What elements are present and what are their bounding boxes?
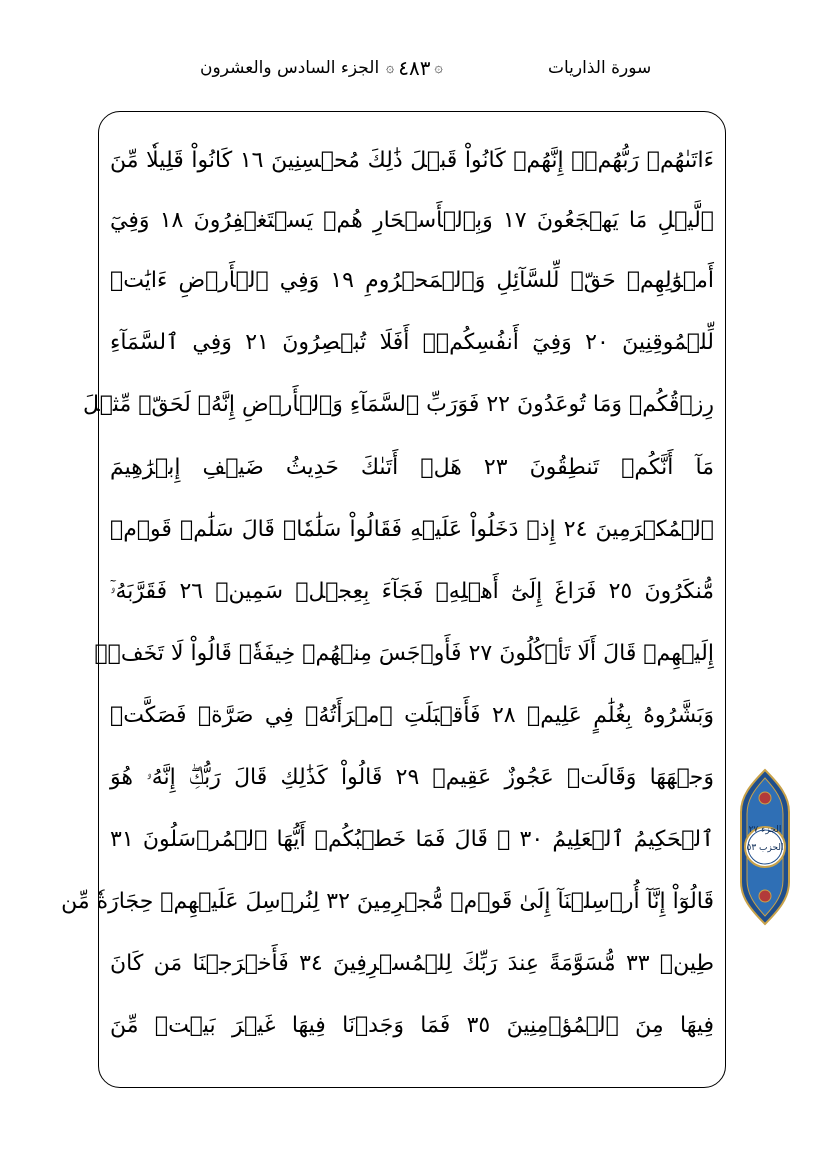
quran-line-8: مُّنكَرُونَ ٢٥ فَرَاغَ إِلَىٰٓ أَهۡلِهِۦ فَجَآءَ بِعِجۡلٖ سَمِينٖ ٢٦ فَقَرَّبَهُۥٓ <box>110 579 714 604</box>
page-ornament-right: ۞ <box>434 60 443 76</box>
page-number: ٤٨٣ <box>398 56 431 80</box>
quran-line-7: ٱلۡمُكۡرَمِينَ ٢٤ إِذۡ دَخَلُواْ عَلَيۡهِ فَقَالُواْ سَلَٰمٗاۖ قَالَ سَلَٰمٞ قَوۡمٞ <box>110 517 714 542</box>
quran-line-9: إِلَيۡهِمۡ قَالَ أَلَا تَأۡكُلُونَ ٢٧ فَأَوۡجَسَ مِنۡهُمۡ خِيفَةٗۖ قَالُواْ لَا تَخَفۡۖ <box>94 641 714 666</box>
juz-title: الجزء السادس والعشرون <box>200 58 380 78</box>
page-header <box>0 52 826 88</box>
surah-title: سورة الذاريات <box>548 58 652 78</box>
quran-line-5: رِزۡقُكُمۡ وَمَا تُوعَدُونَ ٢٢ فَوَرَبِّ ٱلسَّمَآءِ وَٱلۡأَرۡضِ إِنَّهُۥ لَحَقّٞ مِّثۡلَ <box>83 392 714 417</box>
quran-line-10: وَبَشَّرُوهُ بِغُلَٰمٍ عَلِيمٖ ٢٨ فَأَقۡبَلَتِ ٱمۡرَأَتُهُۥ فِي صَرَّةٖ فَصَكَّتۡ <box>110 703 714 728</box>
quran-line-12: ٱلۡحَكِيمُ ٱلۡعَلِيمُ ٣٠ ۞ قَالَ فَمَا خَطۡبُكُمۡ أَيُّهَا ٱلۡمُرۡسَلُونَ ٣١ <box>110 827 715 852</box>
quran-line-15: فِيهَا مِنَ ٱلۡمُؤۡمِنِينَ ٣٥ فَمَا وَجَدۡنَا فِيهَا غَيۡرَ بَيۡتٖ مِّنَ <box>110 1013 714 1038</box>
quran-line-6: مَآ أَنَّكُمۡ تَنطِقُونَ ٢٣ هَلۡ أَتَىٰكَ حَدِيثُ ضَيۡفِ إِبۡرَٰهِيمَ <box>110 455 714 480</box>
marker-hizb-label: الحزب ٥٣ <box>746 843 784 853</box>
quran-line-3: أَمۡوَٰلِهِمۡ حَقّٞ لِّلسَّآئِلِ وَٱلۡمَحۡرُومِ ١٩ وَفِي ٱلۡأَرۡضِ ءَايَٰتٞ <box>110 268 714 293</box>
marker-juz-label: الجزء ٢٧ <box>748 825 782 835</box>
quran-line-13: قَالُوٓاْ إِنَّآ أُرۡسِلۡنَآ إِلَىٰ قَوۡمٖ مُّجۡرِمِينَ ٣٢ لِنُرۡسِلَ عَلَيۡهِمۡ حِجَارَةٗ مِّن <box>61 889 714 914</box>
quran-line-14: طِينٖ ٣٣ مُّسَوَّمَةً عِندَ رَبِّكَ لِلۡمُسۡرِفِينَ ٣٤ فَأَخۡرَجۡنَا مَن كَانَ <box>110 951 715 976</box>
quran-line-1: ءَاتَىٰهُمۡ رَبُّهُمۡۚ إِنَّهُمۡ كَانُواْ قَبۡلَ ذَٰلِكَ مُحۡسِنِينَ ١٦ كَانُواْ قَلِيلٗا مِّنَ <box>110 148 714 173</box>
quran-line-2: ٱلَّيۡلِ مَا يَهۡجَعُونَ ١٧ وَبِٱلۡأَسۡحَارِ هُمۡ يَسۡتَغۡفِرُونَ ١٨ وَفِيٓ <box>110 208 714 233</box>
quran-line-4: لِّلۡمُوقِنِينَ ٢٠ وَفِيٓ أَنفُسِكُمۡۚ أَفَلَا تُبۡصِرُونَ ٢١ وَفِي ٱلسَّمَآءِ <box>110 330 714 355</box>
quran-line-11: وَجۡهَهَا وَقَالَتۡ عَجُوزٌ عَقِيمٞ ٢٩ قَالُواْ كَذَٰلِكِ قَالَ رَبُّكِۖ إِنَّهُۥ هُوَ <box>110 765 714 790</box>
page-ornament-left: ۞ <box>386 60 395 76</box>
page-number-block <box>386 56 443 80</box>
